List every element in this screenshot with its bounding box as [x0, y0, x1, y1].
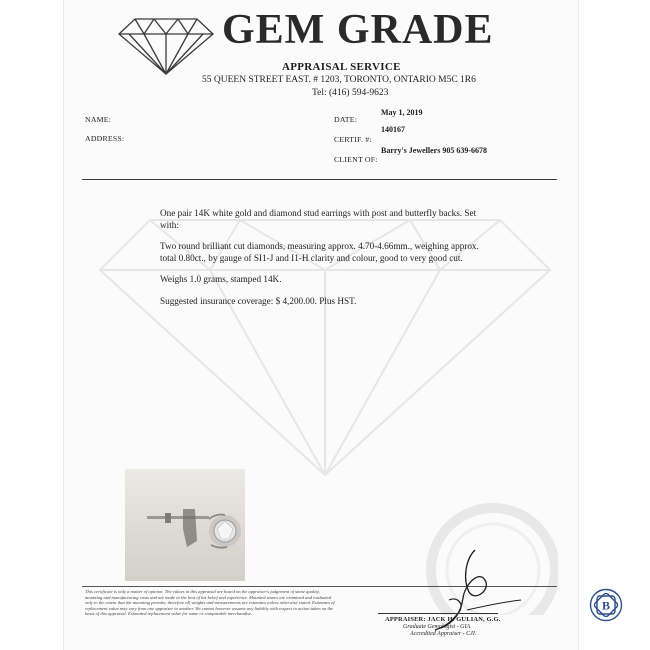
date-label: DATE: [334, 115, 358, 124]
name-label: NAME: [85, 115, 112, 124]
appraiser-name: APPRAISER: JACK H. GULIAN, G.G. [385, 616, 501, 623]
disclaimer-text: This certificate is only a matter of opinion. The values in this appraisal are based on the appraiser's judgement of stone quality, mounting and manufacturing costs and are made to the best of his belief and experience. Mounted stones are examined and evaluated only to the extent that the mounting permits; therefore all weights and measurements are estimates unless otherwise stated. Estimates of replacement value may vary from one appraiser to another. We cannot however assume any liability with respect to action taken on the basis of this appraisal. Estimated replacement value for same or comparable merchandise. [85, 589, 335, 617]
certif-label: CERTIF. #: [334, 135, 372, 144]
description-paragraph: Two round brilliant cut diamonds, measuring approx. 4.70-4.66mm., weighing approx. total 0.80ct., by gauge of SI1-J and I1-H clarity and colour, good to very good cut. [160, 241, 479, 263]
signature-line [378, 613, 498, 614]
brand-title: GEM GRADE [222, 7, 494, 53]
badge-letter: B [601, 598, 611, 613]
earring-photo [125, 469, 245, 581]
description-paragraph: Suggested insurance coverage: $ 4,200.00. Plus HST. [160, 295, 357, 306]
appraiser-credential: Graduate Gemologist - GIA [403, 624, 471, 630]
company-address: 55 QUEEN STREET EAST. # 1203, TORONTO, ONTARIO M5C 1R6 [202, 75, 476, 85]
description-paragraph: Weighs 1.0 grams, stamped 14K. [160, 274, 282, 284]
header-divider [82, 179, 557, 180]
company-telephone: Tel: (416) 594-9623 [312, 88, 389, 98]
date-value: May 1, 2019 [381, 108, 423, 117]
client-value: Barry's Jewellers 905 639-6678 [381, 146, 487, 155]
client-label: CLIENT OF: [334, 155, 378, 164]
diamond-logo-icon [117, 16, 215, 76]
brand-badge-icon[interactable] [589, 588, 623, 622]
address-label: ADDRESS: [85, 134, 125, 143]
item-description [160, 208, 490, 317]
brand-subtitle: APPRAISAL SERVICE [282, 61, 401, 73]
description-paragraph: One pair 14K white gold and diamond stud earrings with post and butterfly backs. Set with: [160, 208, 477, 230]
appraiser-credential: Accredited Appraiser - CJI. [410, 631, 477, 637]
certif-value: 140167 [381, 125, 405, 134]
